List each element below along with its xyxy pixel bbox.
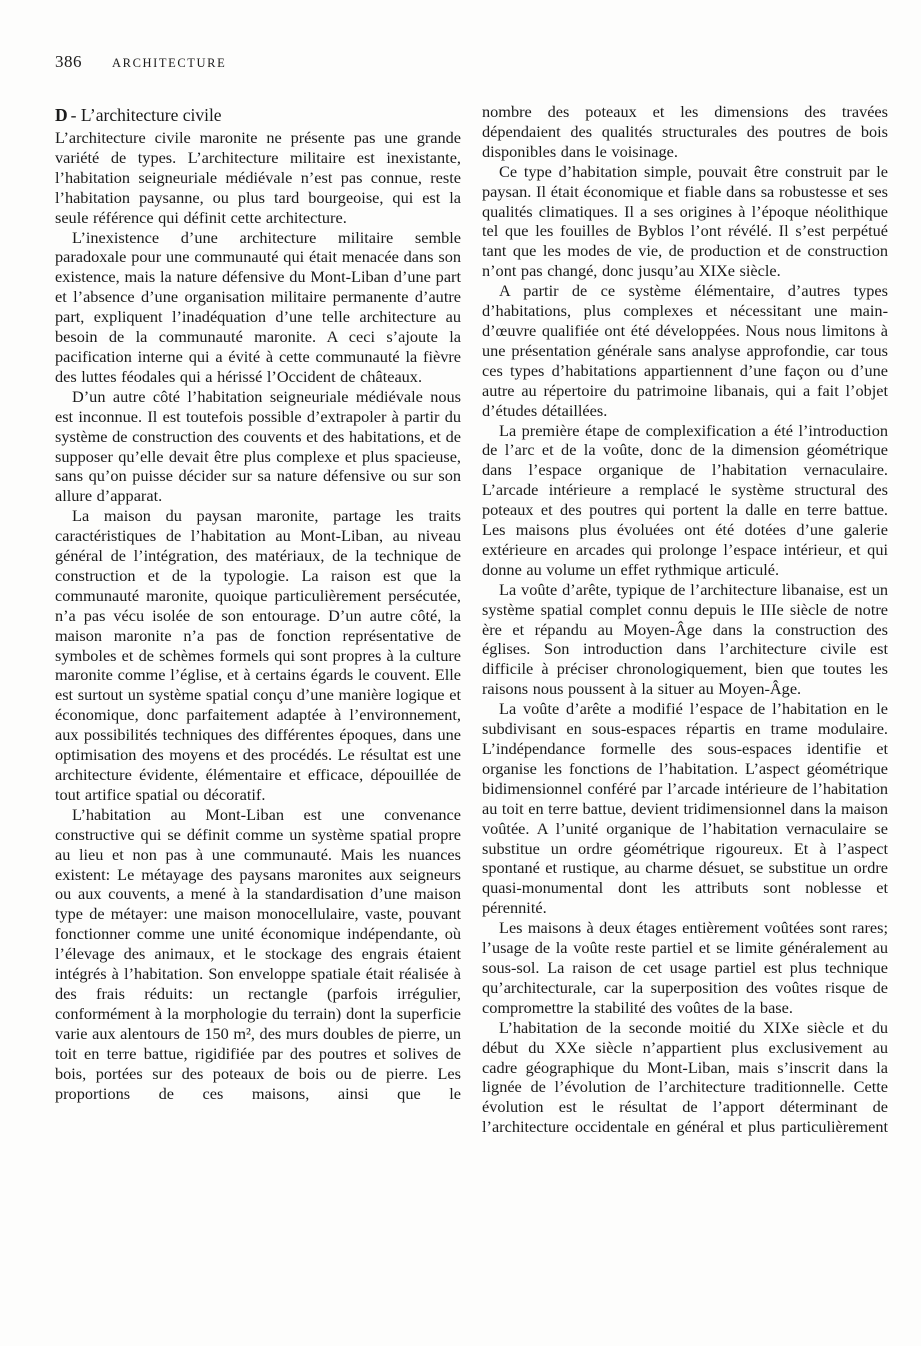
paragraph: La première étape de complexification a été l’introduction de l’arc et de la voûte, donc de la dimension géométrique dans l’espace organique de l’habitation vernaculaire. L’arcade intérieure a remplacé le système structural des poteaux et des poutres qui portent la dalle en terre battue. Les maisons plus évoluées ont été dotées d’une galerie extérieure en arcades qui prolonge l’espace intérieur, et qui donne au volume un effet rythmique articulé. <box>482 420 888 579</box>
section-heading-title: - L’architecture civile <box>70 105 222 125</box>
paragraph: A partir de ce système élémentaire, d’autres types d’habitations, plus complexes et nécessitant une main-d’œuvre qualifiée ont été développées. Nous nous limitons à une présentation générale sans analyse approfondie, car tous ces types d’habitations appartiennent d’une façon ou d’une autre au répertoire du patrimoine libanais, qui a fait l’objet d’études détaillées. <box>482 281 888 420</box>
page-number: 386 <box>55 52 82 71</box>
paragraph: L’habitation au Mont-Liban est une convenance constructive qui se définit comme un système spatial propre au lieu et non pas à une communauté. Mais les nuances existent: Le métayage des paysans maronites aux seigneurs ou aux couvents, a mené à la standardisation d’une maison type de métayer: une maison monocellulaire, vaste, pouvant fonctionner comme une unité économique indépendante, où l’élevage des animaux, et le stockage des engrais étaient intégrés à l’habitation. Son enveloppe spatiale était réalisée à des frais réduits: un rectangle (parfois irrégulier, conformément à la morphologie du terrain) dont la superficie varie aux alentours de 150 m², des murs doubles de pierre, un toit en terre battue, rigidifiée par des poutres et solives de bois, portées sur des poteaux de bois ou de pierre. Les proportions de ces maisons, ainsi que le <box>55 804 461 1103</box>
running-title: ARCHITECTURE <box>112 56 227 70</box>
two-column-body <box>55 102 888 1137</box>
paragraph: L’habitation de la seconde moitié du XIXe siècle et du début du XXe siècle n’appartient plus exclusivement au cadre géographique du Mont-Liban, mais s’inscrit dans la lignée de l’évolution de l’architecture traditionnelle. Cette évolution est le résultat de l’apport déterminant de l’architecture occidentale en général et plus particulièrement <box>482 1017 888 1137</box>
paragraph: L’architecture civile maronite ne présente pas une grande variété de types. L’architecture militaire est inexistante, l’habitation seigneuriale médiévale n’est pas connue, reste l’habitation paysanne, ou plus tard bourgeoise, qui est la seule référence qui définit cette architecture. <box>55 128 461 227</box>
section-heading-letter: D <box>55 105 68 125</box>
paragraph: La voûte d’arête, typique de l’architecture libanaise, est un système spatial complet connu depuis le IIIe siècle de notre ère et répandu au Moyen-Âge dans la construction des églises. Son introduction dans l’architecture civile est difficile à préciser chronologiquement, bien que toutes les raisons nous poussent à la situer au Moyen-Âge. <box>482 579 888 699</box>
paragraph: La maison du paysan maronite, partage les traits caractéristiques de l’habitation au Mont-Liban, au niveau général de l’intégration, des matériaux, de la technique de construction et de la typologie. La raison est que la communauté maronite, quoique particulièrement persécutée, n’a pas vécu isolée de son entourage. D’un autre côté, la maison maronite n’a pas de fonction représentative de symboles et de schèmes formels qui sont propres à la culture maronite comme l’église, et à certains égards le couvent. Elle est surtout un système spatial conçu d’une manière logique et économique, donc parfaitement adaptée à l’environnement, aux possibilités techniques des différentes époques, dans une optimisation des moyens et des procédés. Le résultat est une architecture évidente, élémentaire et efficace, dépouillée de tout artifice spatial ou décoratif. <box>55 506 461 804</box>
paragraph: nombre des poteaux et les dimensions des travées dépendaient des qualités structurales des poutres de bois disponibles dans le voisinage. <box>482 102 888 161</box>
paragraph: L’inexistence d’une architecture militaire semble paradoxale pour une communauté qui était menacée dans son existence, mais la nature défensive du Mont-Liban d’une part et l’absence d’une organisation militaire permanente d’autre part, expliquent l’inadéquation d’une telle architecture au besoin de la communauté maronite. A ceci s’ajoute la pacification interne qui a évité à cette communauté la fièvre des luttes féodales qui a hérissé l’Occident de châteaux. <box>55 227 461 386</box>
paragraph: Ce type d’habitation simple, pouvait être construit par le paysan. Il était économique et fiable dans sa robustesse et ses qualités climatiques. Il a ses origines à l’époque néolithique tel que les fouilles de Byblos l’ont révélé. Il s’est perpétué tant que les modes de vie, de production et de construction n’ont pas changé, donc jusqu’au XIXe siècle. <box>482 161 888 281</box>
running-header <box>55 52 888 72</box>
paragraph: D’un autre côté l’habitation seigneuriale médiévale nous est inconnue. Il est toutefois possible d’extrapoler à partir du système de construction des couvents et des habitations, et de supposer qu’elle devait être plus complexe et plus spacieuse, sans qu’on puisse décider sur sa nature défensive ou sur son allure d’apparat. <box>55 386 461 506</box>
paragraph: La voûte d’arête a modifié l’espace de l’habitation en le subdivisant en sous-espaces répartis en trame modulaire. L’indépendance formelle des sous-espaces identifie et organise les fonctions de l’habitation. L’aspect géométrique bidimensionnel conféré par l’arcade intérieure de l’habitation au toit en terre battue, devient tridimensionnel dans la maison voûtée. A l’unité organique de l’habitation vernaculaire se substitue un ordre géométrique rigoureux. Et à l’aspect spontané et rustique, au charme désuet, se substitue un ordre quasi-monumental dont les attributs sont noblesse et pérennité. <box>482 699 888 918</box>
section-heading <box>55 102 461 128</box>
right-column <box>482 102 888 1137</box>
left-column <box>55 102 461 1137</box>
paragraph: Les maisons à deux étages entièrement voûtées sont rares; l’usage de la voûte reste partiel et se limite généralement au sous-sol. La raison de cet usage partiel est plus technique qu’architecturale, car la superposition des voûtes risque de compromettre la stabilité des voûtes de la base. <box>482 918 888 1017</box>
